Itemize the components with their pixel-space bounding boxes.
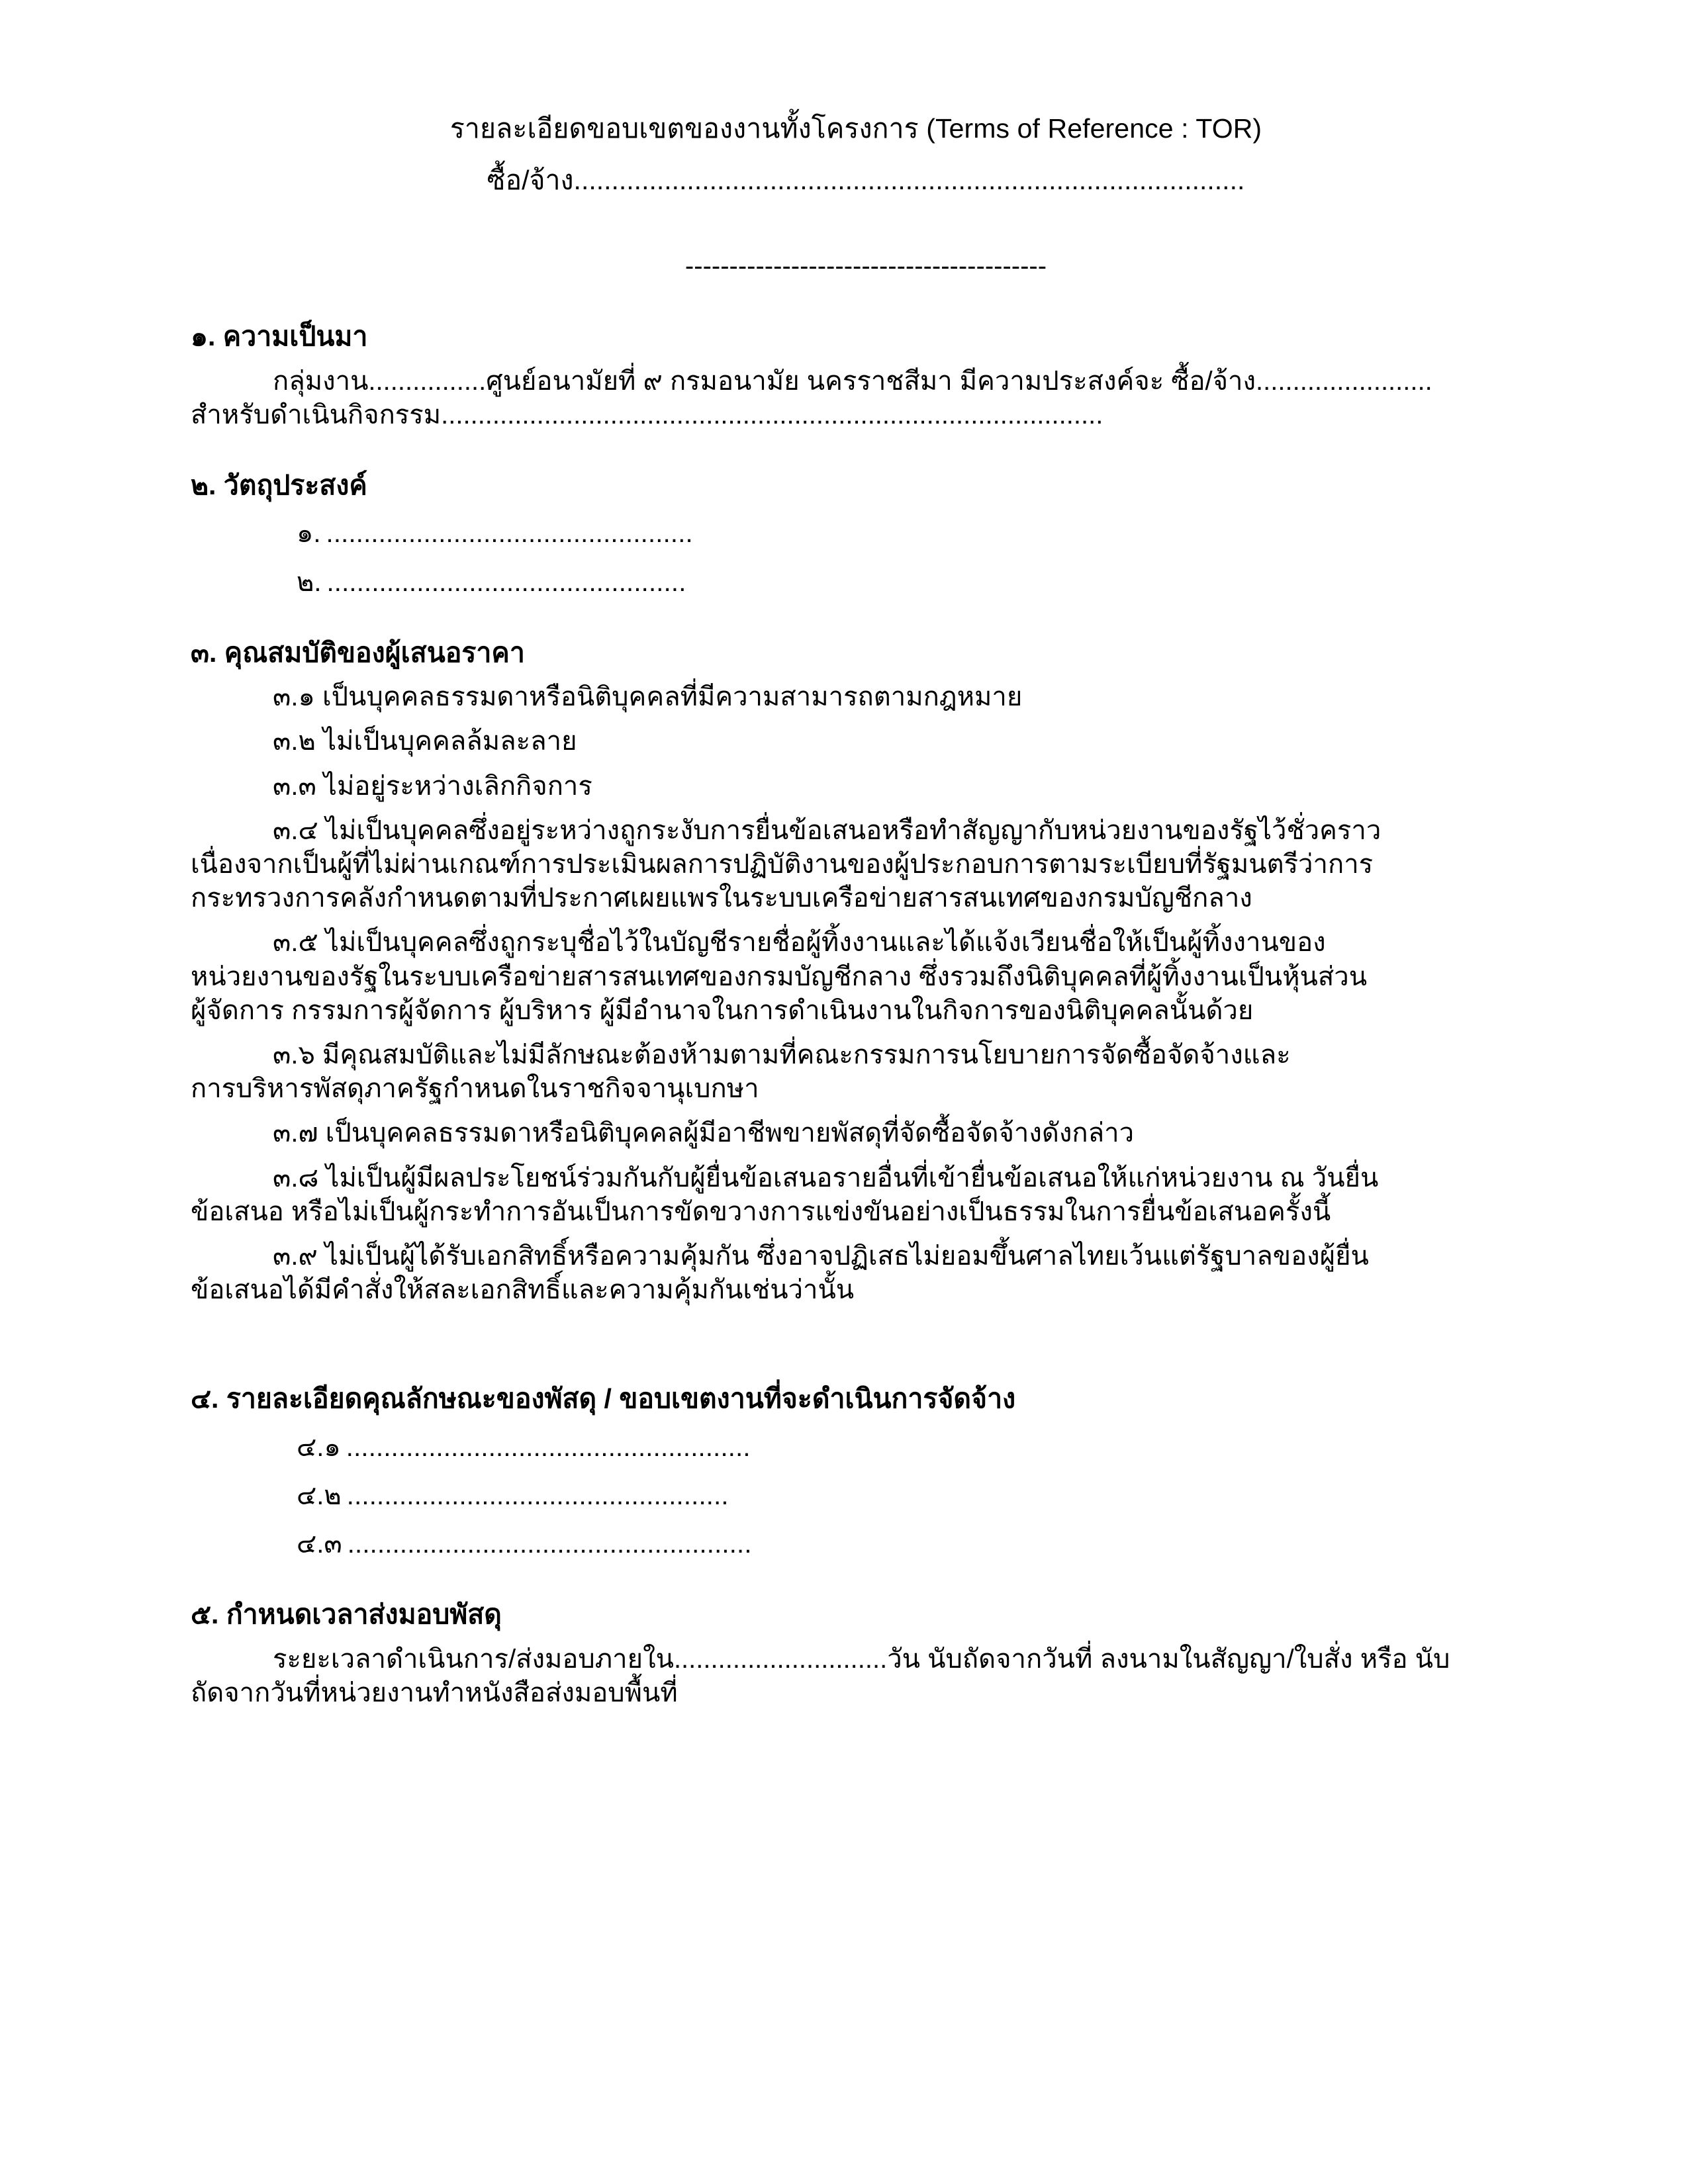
objective-item-1-number: ๑. [297, 519, 321, 549]
qualification-clause-4-line-3: กระทรวงการคลังกำหนดตามที่ประกาศเผยแพรในระบบเครือข่ายสารสนเทศของกรมบัญชีกลาง [191, 884, 1252, 913]
spec-item-2-number: ๔.๒ [297, 1480, 342, 1510]
qualification-clause-9-line-2: ข้อเสนอได้มีคำสั่งให้สละเอกสิทธิ์และความคุ้มกันเช่นว่านั้น [191, 1275, 855, 1305]
spec-item-3 [191, 1527, 1521, 1561]
spec-item-1 [191, 1431, 1521, 1465]
document-subtitle [191, 163, 1521, 197]
section-1-line-2: สำหรับดำเนินกิจกรรม.......................................................................................... [191, 400, 1103, 430]
qualification-clause-6 [191, 1038, 1521, 1106]
section-5-line-1: ระยะเวลาดำเนินการ/ส่งมอบภายใน.............................วัน นับถัดจากวันที่ ลงนามในสัญญา/ใบสั่ง หรือ นับ [273, 1644, 1450, 1674]
qualification-clause-3 [191, 770, 1521, 803]
document-content [191, 111, 1521, 1710]
qualification-clause-5-line-3: ผู้จัดการ กรรมการผู้จัดการ ผู้บริหาร ผู้มีอำนาจในการดำเนินงานในกิจการของนิติบุคคลนั้นด้วย [191, 995, 1254, 1025]
qualification-clause-7-line-1: ๓.๗ เป็นบุคคลธรรมดาหรือนิติบุคคลผู้มีอาชีพขายพัสดุที่จัดซื้อจัดจ้างดังกล่าว [273, 1118, 1135, 1148]
qualification-clause-2 [191, 725, 1521, 758]
section-1-line-1: กลุ่มงาน................ศูนย์อนามัยที่ ๙ กรมอนามัย นครราชสีมา มีความประสงค์จะ ซื้อ/จ้าง........................ [273, 366, 1432, 396]
qualification-clause-8 [191, 1161, 1521, 1229]
qualification-clause-9 [191, 1240, 1521, 1307]
document-subtitle-blank: ......................................................................................... [573, 165, 1245, 196]
section-body-1 [191, 365, 1521, 432]
qualification-clause-1 [191, 680, 1521, 714]
document-title-block [191, 111, 1521, 198]
qualification-clause-4-line-1: ๓.๔ ไม่เป็นบุคคลซึ่งอยู่ระหว่างถูกระงับการยื่นข้อเสนอหรือทำสัญญากับหน่วยงานของรัฐไว้ชั่วคราว [273, 815, 1382, 845]
qualification-clause-1-line-1: ๓.๑ เป็นบุคคลธรรมดาหรือนิติบุคคลที่มีความสามารถตามกฎหมาย [273, 682, 1023, 712]
qualification-clause-8-line-1: ๓.๘ ไม่เป็นผู้มีผลประโยชน์ร่วมกันกับผู้ยื่นข้อเสนอรายอื่นที่เข้ายื่นข้อเสนอให้แก่หน่วยงาน ณ วันยื่น [273, 1163, 1379, 1193]
qualification-clause-5-line-1: ๓.๕ ไม่เป็นบุคคลซึ่งถูกระบุชื่อไว้ในบัญชีรายชื่อผู้ทิ้งงานและได้แจ้งเวียนชื่อให้เป็นผู้ทิ้งงานของ [273, 928, 1326, 958]
spec-item-3-blank: ...................................................... [347, 1529, 752, 1559]
qualification-clause-2-line-1: ๓.๒ ไม่เป็นบุคคลล้มละลาย [273, 727, 577, 756]
qualification-clause-9-line-1: ๓.๙ ไม่เป็นผู้ได้รับเอกสิทธิ์หรือความคุ้มกัน ซึ่งอาจปฏิเสธไม่ยอมขึ้นศาลไทยเว้นแต่รัฐบาลของผู้ยื่น [273, 1241, 1369, 1271]
qualification-clause-4-line-2: เนื่องจากเป็นผู้ที่ไม่ผ่านเกณฑ์การประเมินผลการปฏิบัติงานของผู้ประกอบการตามระเบียบที่รัฐมนตรีว่าการ [191, 850, 1374, 880]
qualification-clause-6-line-1: ๓.๖ มีคุณสมบัติและไม่มีลักษณะต้องห้ามตามที่คณะกรรมการนโยบายการจัดซื้อจัดจ้างและ [273, 1040, 1291, 1069]
qualification-clause-3-line-1: ๓.๓ ไม่อยู่ระหว่างเลิกกิจการ [273, 771, 592, 801]
objective-item-2 [191, 566, 1521, 600]
spec-item-2-blank: ................................................... [346, 1480, 729, 1510]
spec-item-2 [191, 1479, 1521, 1513]
objective-item-2-blank: ................................................ [326, 567, 686, 597]
qualification-clause-4 [191, 814, 1521, 916]
section-heading-3: ๓. คุณสมบัติของผู้เสนอราคา [191, 637, 525, 668]
section-heading-4: ๔. รายละเอียดคุณลักษณะของพัสดุ / ขอบเขตงานที่จะดำเนินการจัดจ้าง [191, 1383, 1016, 1414]
section-heading-2: ๒. วัตถุประสงค์ [191, 469, 367, 500]
qualification-clause-6-line-2: การบริหารพัสดุภาครัฐกำหนดในราชกิจจานุเบกษา [191, 1074, 759, 1104]
qualification-clause-5 [191, 926, 1521, 1028]
title-separator: ----------------------------------------- [684, 251, 1047, 281]
document-subtitle-label: ซื้อ/จ้าง [487, 165, 574, 196]
qualification-clause-7 [191, 1116, 1521, 1150]
spec-item-1-number: ๔.๑ [297, 1432, 341, 1462]
spec-item-3-number: ๔.๓ [297, 1529, 342, 1559]
objective-item-1-blank: ................................................. [326, 519, 693, 549]
objective-item-1 [191, 517, 1521, 551]
document-title: รายละเอียดขอบเขตของงานทั้งโครงการ (Terms of Reference : TOR) [449, 113, 1262, 144]
section-heading-1: ๑. ความเป็นมา [191, 321, 368, 352]
qualification-clause-8-line-2: ข้อเสนอ หรือไม่เป็นผู้กระทำการอันเป็นการขัดขวางการแข่งขันอย่างเป็นธรรมในการยื่นข้อเสนอครั้งนี้ [191, 1197, 1331, 1226]
section-5-line-2: ถัดจากวันที่หน่วยงานทำหนังสือส่งมอบพื้นที่ [191, 1678, 678, 1707]
section-body-5 [191, 1643, 1521, 1710]
objective-item-2-number: ๒. [297, 567, 322, 597]
spec-item-1-blank: ...................................................... [346, 1432, 751, 1462]
section-heading-5: ๕. กำหนดเวลาส่งมอบพัสดุ [191, 1599, 502, 1630]
qualification-clause-5-line-2: หน่วยงานของรัฐในระบบเครือข่ายสารสนเทศของกรมบัญชีกลาง ซึ่งรวมถึงนิติบุคคลที่ผู้ทิ้งงานเป็นหุ้นส่วน [191, 962, 1368, 991]
